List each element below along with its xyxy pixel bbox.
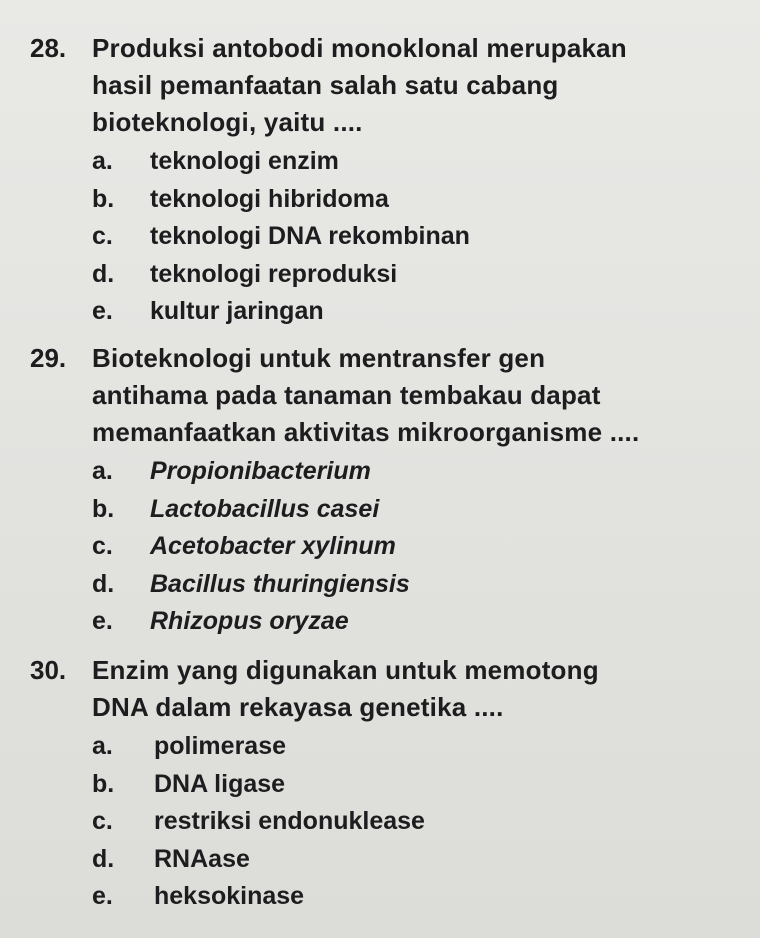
option-a [92, 728, 730, 766]
question-line: Enzim yang digunakan untuk memotong [92, 655, 599, 685]
option-letter: c. [92, 222, 113, 250]
option-d [92, 841, 730, 879]
option-d [92, 256, 730, 294]
question-text [92, 30, 627, 141]
option-letter: a. [92, 457, 113, 485]
option-text: DNA ligase [154, 769, 286, 798]
option-letter: b. [92, 769, 115, 798]
option-letter: d. [92, 259, 115, 288]
option-text: polimerase [154, 732, 287, 760]
question-line: hasil pemanfaatan salah satu cabang [92, 70, 559, 100]
option-text: RNAase [154, 844, 250, 873]
question-line: antihama pada tanaman tembakau dapat [92, 380, 601, 410]
option-text: teknologi hibridoma [150, 184, 389, 213]
option-letter: a. [92, 732, 113, 760]
option-e [92, 878, 730, 916]
question-line: memanfaatkan aktivitas mikroorganisme .... [92, 417, 640, 447]
option-a [92, 143, 730, 181]
option-text: heksokinase [154, 882, 305, 910]
option-text: Bacillus thuringiensis [150, 569, 410, 598]
question-text [92, 340, 639, 451]
option-letter: d. [92, 844, 115, 873]
option-b [92, 491, 730, 529]
option-b [92, 766, 730, 804]
question-number: 29. [30, 343, 67, 373]
option-text: kultur jaringan [150, 297, 324, 325]
option-text: Acetobacter xylinum [150, 532, 396, 560]
option-letter: a. [92, 147, 113, 175]
answer-options [92, 453, 730, 641]
question-number: 28. [30, 33, 67, 63]
option-c [92, 528, 730, 566]
option-letter: e. [92, 297, 113, 325]
option-e [92, 603, 730, 641]
option-text: teknologi enzim [150, 147, 339, 175]
option-a [92, 453, 730, 491]
question-30 [30, 652, 730, 916]
option-text: teknologi reproduksi [150, 259, 398, 288]
option-letter: d. [92, 569, 115, 598]
question-number: 30. [30, 655, 67, 685]
option-b [92, 181, 730, 219]
option-text: Rhizopus oryzae [150, 607, 349, 635]
option-text: Lactobacillus casei [150, 494, 380, 523]
option-c [92, 218, 730, 256]
question-line: bioteknologi, yaitu .... [92, 107, 363, 137]
option-text: Propionibacterium [150, 457, 371, 485]
option-text: teknologi DNA rekombinan [150, 222, 470, 250]
answer-options [92, 728, 730, 916]
option-letter: b. [92, 494, 115, 523]
option-letter: c. [92, 532, 113, 560]
answer-options [92, 143, 730, 331]
question-29 [30, 340, 730, 641]
question-line: Bioteknologi untuk mentransfer gen [92, 343, 546, 373]
option-c [92, 803, 730, 841]
question-line: DNA dalam rekayasa genetika .... [92, 692, 504, 722]
question-28 [30, 30, 730, 331]
option-letter: c. [92, 807, 113, 835]
option-letter: b. [92, 184, 115, 213]
question-text [92, 652, 599, 726]
question-line: Produksi antobodi monoklonal merupakan [92, 33, 627, 63]
option-d [92, 566, 730, 604]
option-e [92, 293, 730, 331]
option-letter: e. [92, 607, 113, 635]
option-letter: e. [92, 882, 113, 910]
option-text: restriksi endonuklease [154, 807, 425, 835]
